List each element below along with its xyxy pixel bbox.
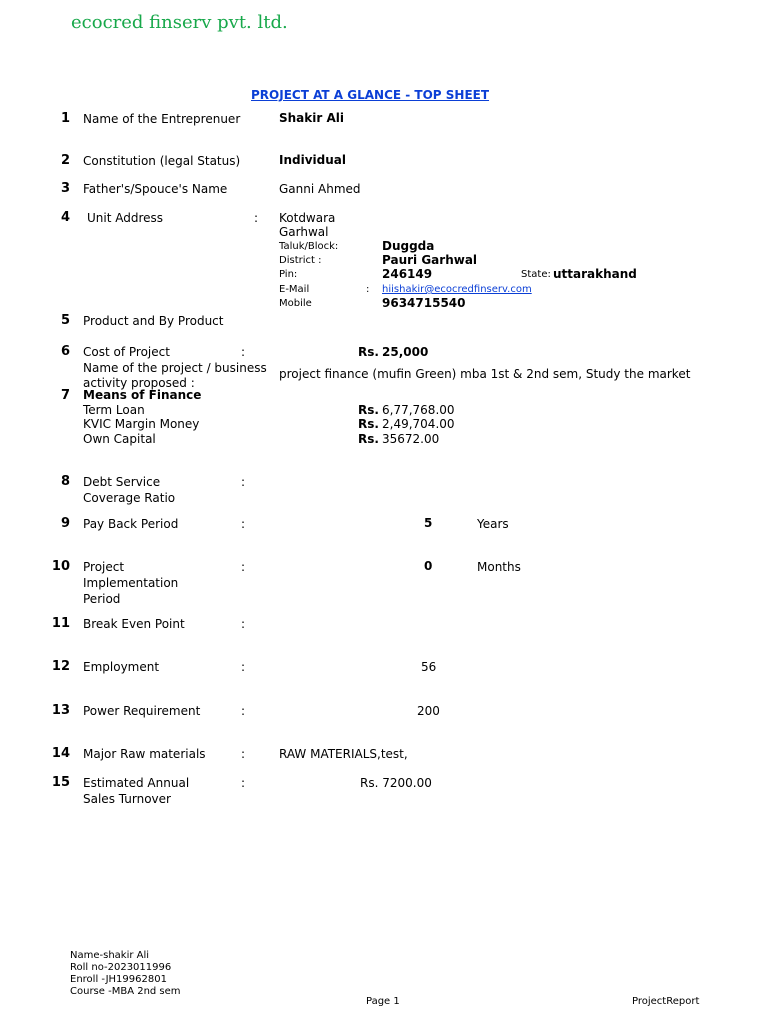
activity-label-2: activity proposed :	[83, 376, 195, 390]
page-title: PROJECT AT A GLANCE - TOP SHEET	[251, 88, 490, 102]
address-line-2: Garhwal	[279, 225, 329, 239]
payback-label: Pay Back Period	[83, 517, 179, 531]
report-name: ProjectReport	[632, 996, 700, 1007]
row-number: 5	[60, 313, 70, 328]
colon: :	[241, 517, 246, 531]
footer-name: Name-shakir Ali	[70, 950, 150, 961]
employment-value: 56	[421, 660, 437, 674]
footer-course: Course -MBA 2nd sem	[70, 986, 181, 997]
constitution-label: Constitution (legal Status)	[83, 154, 241, 168]
row-number: 13	[51, 703, 70, 718]
father-name-label: Father's/Spouce's Name	[83, 182, 228, 196]
cost-label: Cost of Project	[83, 345, 170, 359]
implementation-label-3: Period	[83, 592, 121, 606]
cost-value: 25,000	[382, 345, 429, 359]
activity-value: project finance (mufin Green) mba 1st & 2nd sem, Study the market	[279, 367, 691, 381]
turnover-label-2: Sales Turnover	[83, 792, 171, 806]
state-value: uttarakhand	[553, 267, 637, 281]
colon: :	[241, 475, 246, 489]
power-value: 200	[417, 704, 440, 718]
term-loan-rs: Rs.	[358, 403, 379, 417]
row-number: 12	[51, 659, 70, 674]
turnover-label-1: Estimated Annual	[83, 776, 190, 790]
payback-unit: Years	[477, 517, 509, 531]
row-number: 7	[60, 388, 70, 403]
email-label: E-Mail	[279, 284, 310, 295]
district-label: District :	[279, 255, 322, 266]
row-number: 1	[60, 111, 70, 126]
entrepreneur-value: Shakir Ali	[279, 111, 344, 125]
colon: :	[241, 660, 246, 674]
term-loan-value: 6,77,768.00	[382, 403, 455, 417]
district-value: Pauri Garhwal	[382, 253, 478, 267]
footer-roll: Roll no-2023011996	[70, 962, 172, 973]
colon: :	[241, 345, 246, 359]
constitution-value: Individual	[279, 153, 346, 167]
colon: :	[366, 284, 370, 295]
state-label: State:	[521, 269, 551, 280]
raw-materials-value: RAW MATERIALS,test,	[279, 747, 408, 761]
row-number: 11	[51, 616, 70, 631]
colon: :	[241, 560, 246, 574]
row-number: 10	[51, 559, 70, 574]
mobile-label: Mobile	[279, 298, 312, 309]
pin-value: 246149	[382, 267, 433, 281]
colon: :	[241, 747, 246, 761]
own-capital-value: 35672.00	[382, 432, 440, 446]
colon: :	[241, 617, 246, 631]
raw-materials-label: Major Raw materials	[83, 747, 206, 761]
implementation-unit: Months	[477, 560, 521, 574]
row-number: 2	[60, 153, 70, 168]
cost-rs: Rs.	[358, 345, 379, 359]
turnover-value: Rs. 7200.00	[360, 776, 432, 790]
taluk-value: Duggda	[382, 239, 435, 253]
employment-label: Employment	[83, 660, 160, 674]
margin-money-value: 2,49,704.00	[382, 417, 455, 431]
row-number: 9	[60, 516, 70, 531]
email-link[interactable]: hiishakir@ecocredfinserv.com	[382, 284, 532, 295]
debt-service-label: Debt Service	[83, 475, 161, 489]
address-line-1: Kotdwara	[279, 211, 336, 225]
unit-address-label: Unit Address	[87, 211, 164, 225]
row-number: 8	[60, 474, 70, 489]
implementation-value: 0	[424, 559, 433, 573]
colon: :	[254, 211, 259, 225]
colon: :	[241, 704, 246, 718]
pin-label: Pin:	[279, 269, 298, 280]
product-label: Product and By Product	[83, 314, 224, 328]
footer-enroll: Enroll -JH19962801	[70, 974, 167, 985]
page-number: Page 1	[366, 996, 400, 1007]
row-number: 4	[60, 210, 70, 225]
own-capital-label: Own Capital	[83, 432, 156, 446]
entrepreneur-label: Name of the Entreprenuer	[83, 112, 241, 126]
break-even-label: Break Even Point	[83, 617, 185, 631]
margin-money-rs: Rs.	[358, 417, 379, 431]
taluk-label: Taluk/Block:	[279, 241, 339, 252]
colon: :	[241, 776, 246, 790]
term-loan-label: Term Loan	[83, 403, 145, 417]
power-label: Power Requirement	[83, 704, 201, 718]
payback-value: 5	[424, 516, 433, 530]
row-number: 6	[60, 344, 70, 359]
means-of-finance-label: Means of Finance	[83, 388, 202, 402]
margin-money-label: KVIC Margin Money	[83, 417, 200, 431]
implementation-label-2: Implementation	[83, 576, 179, 590]
company-name: ecocred finserv pvt. ltd.	[71, 12, 288, 33]
own-capital-rs: Rs.	[358, 432, 379, 446]
row-number: 3	[60, 181, 70, 196]
row-number: 14	[51, 746, 70, 761]
mobile-value: 9634715540	[382, 296, 466, 310]
coverage-ratio-label: Coverage Ratio	[83, 491, 176, 505]
row-number: 15	[51, 775, 70, 790]
activity-label-1: Name of the project / business	[83, 361, 267, 375]
implementation-label-1: Project	[83, 560, 125, 574]
father-name-value: Ganni Ahmed	[279, 182, 361, 196]
